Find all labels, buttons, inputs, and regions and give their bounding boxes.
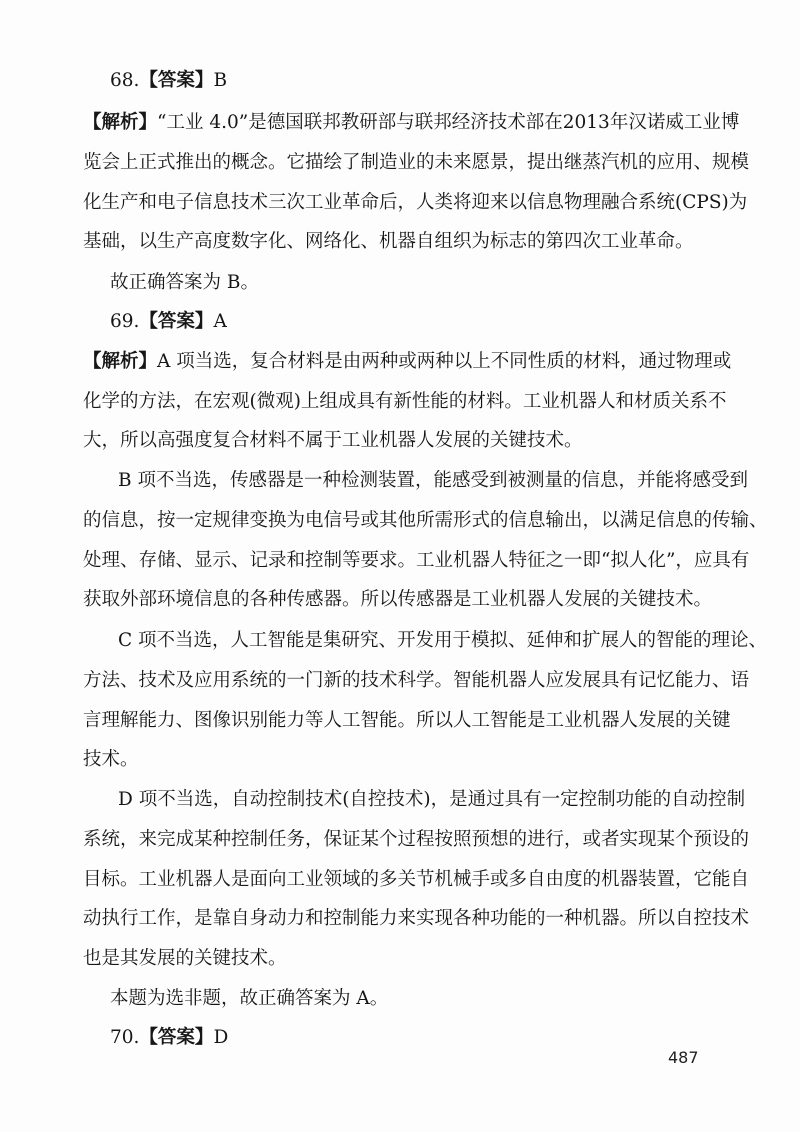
q69-text: A 项当选，复合材料是由两种或两种以上不同性质的材料，通过物理或: [157, 351, 732, 372]
q70-number: 70.: [110, 1027, 140, 1048]
q70-answer: D: [213, 1027, 229, 1048]
q69-number: 69.: [110, 311, 140, 332]
q68-analysis-line-1: [83, 108, 739, 138]
q69-para-d-line-1: D 项不当选，自动控制技术(自控技术)，是通过具有一定控制功能的自动控制: [118, 789, 746, 810]
q69-para-a-line-2: 化学的方法，在宏观(微观)上组成具有新性能的材料。工业机器人和材质关系不: [83, 391, 727, 412]
q68-analysis-line-4: 基础，以生产高度数字化、网络化、机器自组织为标志的第四次工业革命。: [83, 231, 694, 252]
q68-analysis-line-3: 化生产和电子信息技术三次工业革命后，人类将迎来以信息物理融合系统(CPS)为: [83, 192, 748, 213]
q70-answer-line: [110, 1023, 228, 1053]
q69-para-d-line-4: 动执行工作，是靠自身动力和控制能力来实现各种功能的一种机器。所以自控技术: [83, 908, 750, 929]
q69-para-c-line-4: 技术。: [83, 749, 139, 770]
q69-answer-tag: 【答案】: [139, 311, 214, 332]
q69-para-c-line-1: C 项不当选，人工智能是集研究、开发用于模拟、延伸和扩展人的智能的理论、: [118, 630, 768, 651]
q68-answer-tag: 【答案】: [139, 70, 214, 91]
q70-answer-tag: 【答案】: [139, 1027, 214, 1048]
q69-para-c-line-2: 方法、技术及应用系统的一门新的技术科学。智能机器人应发展具有记忆能力、语: [83, 670, 750, 691]
q69-para-c-line-3: 言理解能力、图像识别能力等人工智能。所以人工智能是工业机器人发展的关键: [83, 710, 731, 731]
q69-conclusion: 本题为选非题，故正确答案为 A。: [110, 988, 389, 1009]
page-number: 487: [668, 1048, 699, 1067]
q68-text: “工业 4.0”是德国联邦教研部与联邦经济技术部在2013年汉诺威工业博: [157, 112, 740, 133]
q69-para-b-line-1: B 项不当选，传感器是一种检测装置，能感受到被测量的信息，并能将感受到: [118, 470, 748, 491]
q69-analysis-line-1: [83, 347, 731, 377]
q69-analysis-tag: 【解析】: [83, 351, 158, 372]
q69-answer: A: [213, 311, 227, 332]
q68-analysis-tag: 【解析】: [83, 112, 158, 133]
q69-para-d-line-5: 也是其发展的关键技术。: [83, 948, 287, 969]
q68-answer-line: [110, 66, 227, 96]
q69-para-b-line-2: 的信息，按一定规律变换为电信号或其他所需形式的信息输出，以满足信息的传输、: [83, 510, 768, 531]
q69-para-d-line-2: 系统，来完成某种控制任务，保证某个过程按照预想的进行，或者实现某个预设的: [83, 829, 750, 850]
q69-answer-line: [110, 307, 227, 337]
q69-para-b-line-4: 获取外部环境信息的各种传感器。所以传感器是工业机器人发展的关键技术。: [83, 589, 713, 610]
q68-analysis-line-2: 览会上正式推出的概念。它描绘了制造业的未来愿景，提出继蒸汽机的应用、规模: [83, 152, 750, 173]
q68-answer: B: [213, 70, 228, 91]
q69-para-d-line-3: 目标。工业机器人是面向工业领域的多关节机械手或多自由度的机器装置，它能自: [83, 869, 750, 890]
q68-number: 68.: [110, 70, 140, 91]
q69-para-a-line-3: 大，所以高强度复合材料不属于工业机器人发展的关键技术。: [83, 430, 583, 451]
q68-conclusion: 故正确答案为 B。: [110, 272, 259, 293]
q69-para-b-line-3: 处理、存储、显示、记录和控制等要求。工业机器人特征之一即“拟人化”，应具有: [83, 550, 750, 571]
